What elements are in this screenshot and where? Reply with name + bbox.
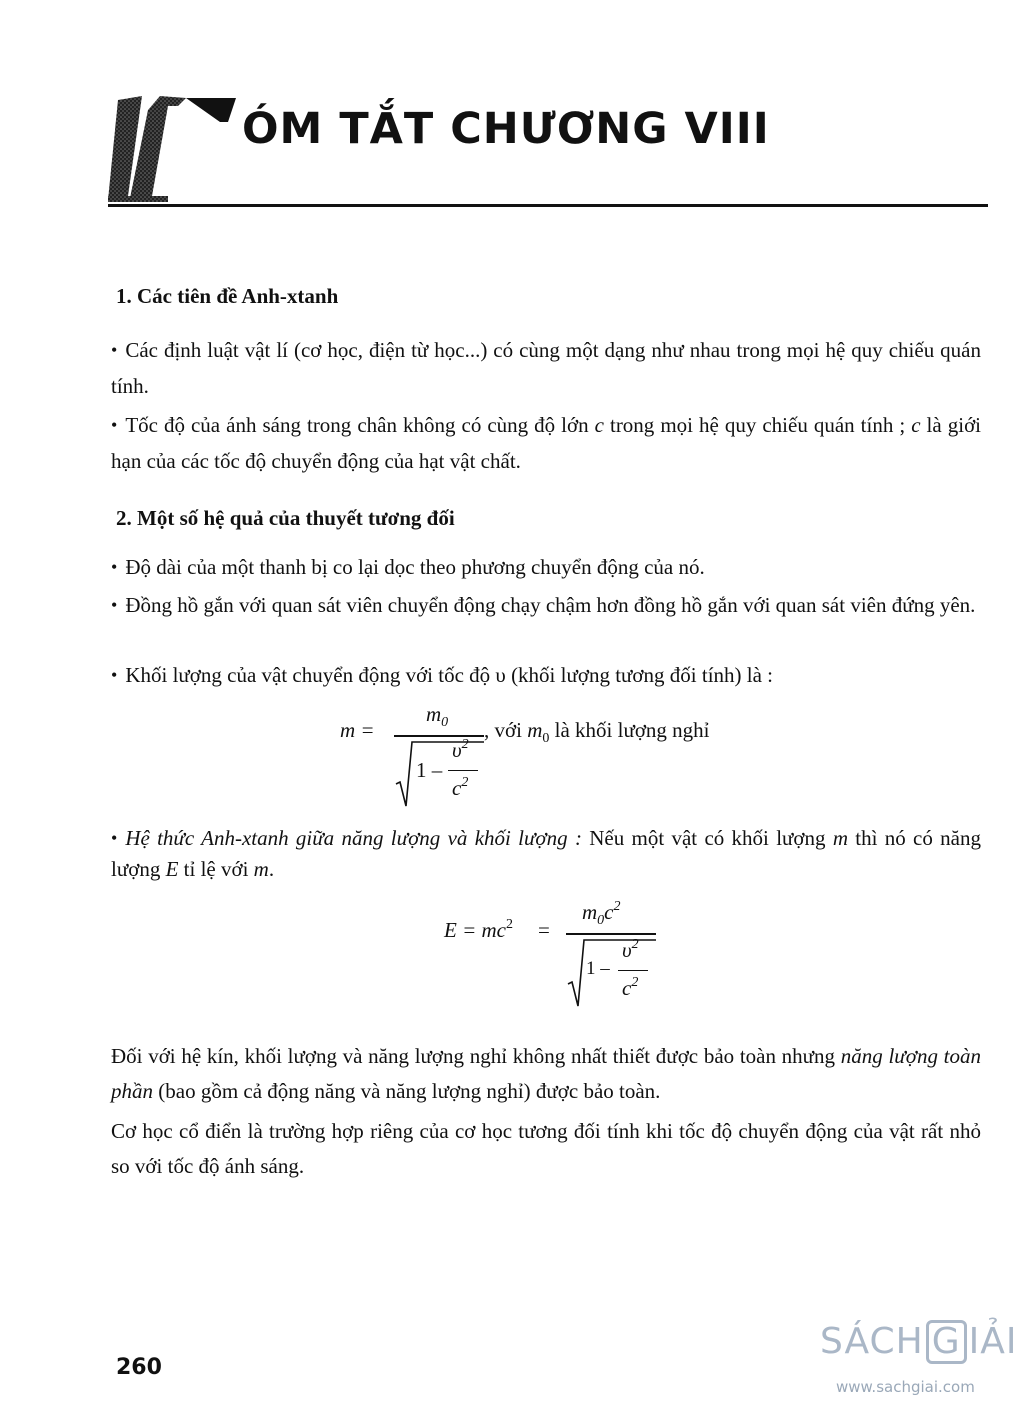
radicand-v <box>622 938 639 963</box>
text-span: E <box>165 857 179 881</box>
text-span: υ <box>622 938 632 962</box>
text-span: IẢI <box>968 1321 1018 1362</box>
text-span: tỉ lệ với <box>178 857 254 881</box>
text-span: (bao gồm cả động năng và năng lượng nghỉ) được bảo toàn. <box>153 1079 661 1103</box>
inner-fraction-bar <box>618 970 648 971</box>
text-span: c <box>622 976 632 1000</box>
section-2-bullet-2 <box>111 590 981 621</box>
text-span: Nếu một vật có khối lượng <box>581 826 833 850</box>
text-span: Đối với hệ kín, khối lượng và năng lượng nghỉ không nhất thiết được bảo toàn nhưng <box>111 1044 841 1068</box>
text-span: Cơ học cổ điển là trường hợp riêng của cơ học tương đối tính khi tốc độ chuyển động của vật rất nhỏ so với tốc độ ánh sáng. <box>111 1119 981 1178</box>
section-1-bullet-2 <box>111 408 981 479</box>
section-1-bullet-1 <box>111 333 981 404</box>
radicand-c <box>622 976 638 1001</box>
watermark-url: www.sachgiai.com <box>836 1378 975 1396</box>
text-span: m <box>253 857 269 881</box>
text-span: Độ dài của một thanh bị co lại dọc theo phương chuyển động của nó. <box>125 555 705 579</box>
text-span: c <box>604 900 614 924</box>
text-span: thì nó có năng lượng <box>111 826 981 881</box>
radicand-v <box>452 738 469 763</box>
formula-mass-energy <box>440 898 700 1018</box>
radicand-c <box>452 776 468 801</box>
text-span: 2 <box>461 775 469 790</box>
text-span: Hệ thức Anh-xtanh giữa năng lượng và khối lượng : <box>125 826 582 850</box>
symbol-c: c <box>911 413 921 437</box>
section-1-title: 1. Các tiên đề Anh-xtanh <box>116 284 339 308</box>
text-span: . <box>268 857 275 881</box>
formula-numerator <box>426 702 449 730</box>
fraction-bar <box>394 735 484 737</box>
header-rule <box>108 204 988 207</box>
text-span: trong mọi hệ quy chiếu quán tính ; <box>603 413 912 437</box>
text-span: m <box>832 826 848 850</box>
text-span: 2 <box>631 937 639 952</box>
section-2-bullet-3 <box>111 658 981 694</box>
chapter-drop-cap-graphic <box>108 92 238 204</box>
sqrt-radical <box>566 936 656 1008</box>
closed-system-paragraph <box>111 1039 981 1109</box>
text-span: E = mc <box>444 918 506 942</box>
text-span: m = <box>340 718 375 742</box>
text-span: 0 <box>542 731 550 746</box>
page-number: 260 <box>116 1355 162 1380</box>
text-span: υ <box>452 738 462 762</box>
text-span: Tốc độ của ánh sáng trong chân không có cùng độ lớn <box>125 413 595 437</box>
chapter-title: ÓM TẮT CHƯƠNG VIII <box>242 104 770 154</box>
formula-numerator <box>582 899 621 928</box>
text-span: m <box>582 900 598 924</box>
text-span: 0 <box>441 715 449 730</box>
formula-equals: = <box>538 918 550 942</box>
text-span: 2 <box>631 975 639 990</box>
text-span: m <box>527 718 543 742</box>
text-span: m <box>426 702 442 726</box>
section-2-bullet-1 <box>111 550 981 586</box>
formula-lhs <box>444 918 513 943</box>
section-2-title: 2. Một số hệ quả của thuyết tương đối <box>116 506 455 530</box>
text-span: G <box>926 1320 967 1364</box>
fraction-bar <box>566 933 656 935</box>
radicand-one: 1 – <box>586 958 610 979</box>
text-span: 2 <box>613 899 621 914</box>
text-span: 2 <box>461 737 469 752</box>
text-span: 0 <box>597 913 605 928</box>
section-2-bullet-4 <box>111 823 981 884</box>
section-1-bullet-1-text: Các định luật vật lí (cơ học, điện từ học...) có cùng một dạng như nhau trong mọi hệ quy chiếu quán tính. <box>111 338 981 398</box>
text-span: SÁCH <box>820 1321 924 1362</box>
text-span: năng lượng toàn phần <box>111 1044 981 1103</box>
formula-relativistic-mass <box>330 700 810 810</box>
watermark-logo <box>820 1320 1018 1370</box>
text-span: là khối lượng nghỉ <box>549 718 710 742</box>
symbol-c: c <box>594 413 604 437</box>
formula-lhs <box>340 718 375 743</box>
formula-tail <box>484 718 710 746</box>
radicand-one: 1 – <box>416 758 443 782</box>
text-span: 2 <box>506 917 513 932</box>
inner-fraction-bar <box>448 770 478 771</box>
text-span: c <box>452 776 462 800</box>
text-span: Khối lượng của vật chuyển động với tốc độ υ (khối lượng tương đối tính) là : <box>125 663 774 687</box>
classical-mechanics-paragraph <box>111 1114 981 1184</box>
text-span: Đồng hồ gắn với quan sát viên chuyển động chạy chậm hơn đồng hồ gắn với quan sát viên đứng yên. <box>125 593 976 617</box>
text-span: , với <box>484 718 528 742</box>
text-span: là giới hạn của các tốc độ chuyển động của hạt vật chất. <box>111 413 982 473</box>
